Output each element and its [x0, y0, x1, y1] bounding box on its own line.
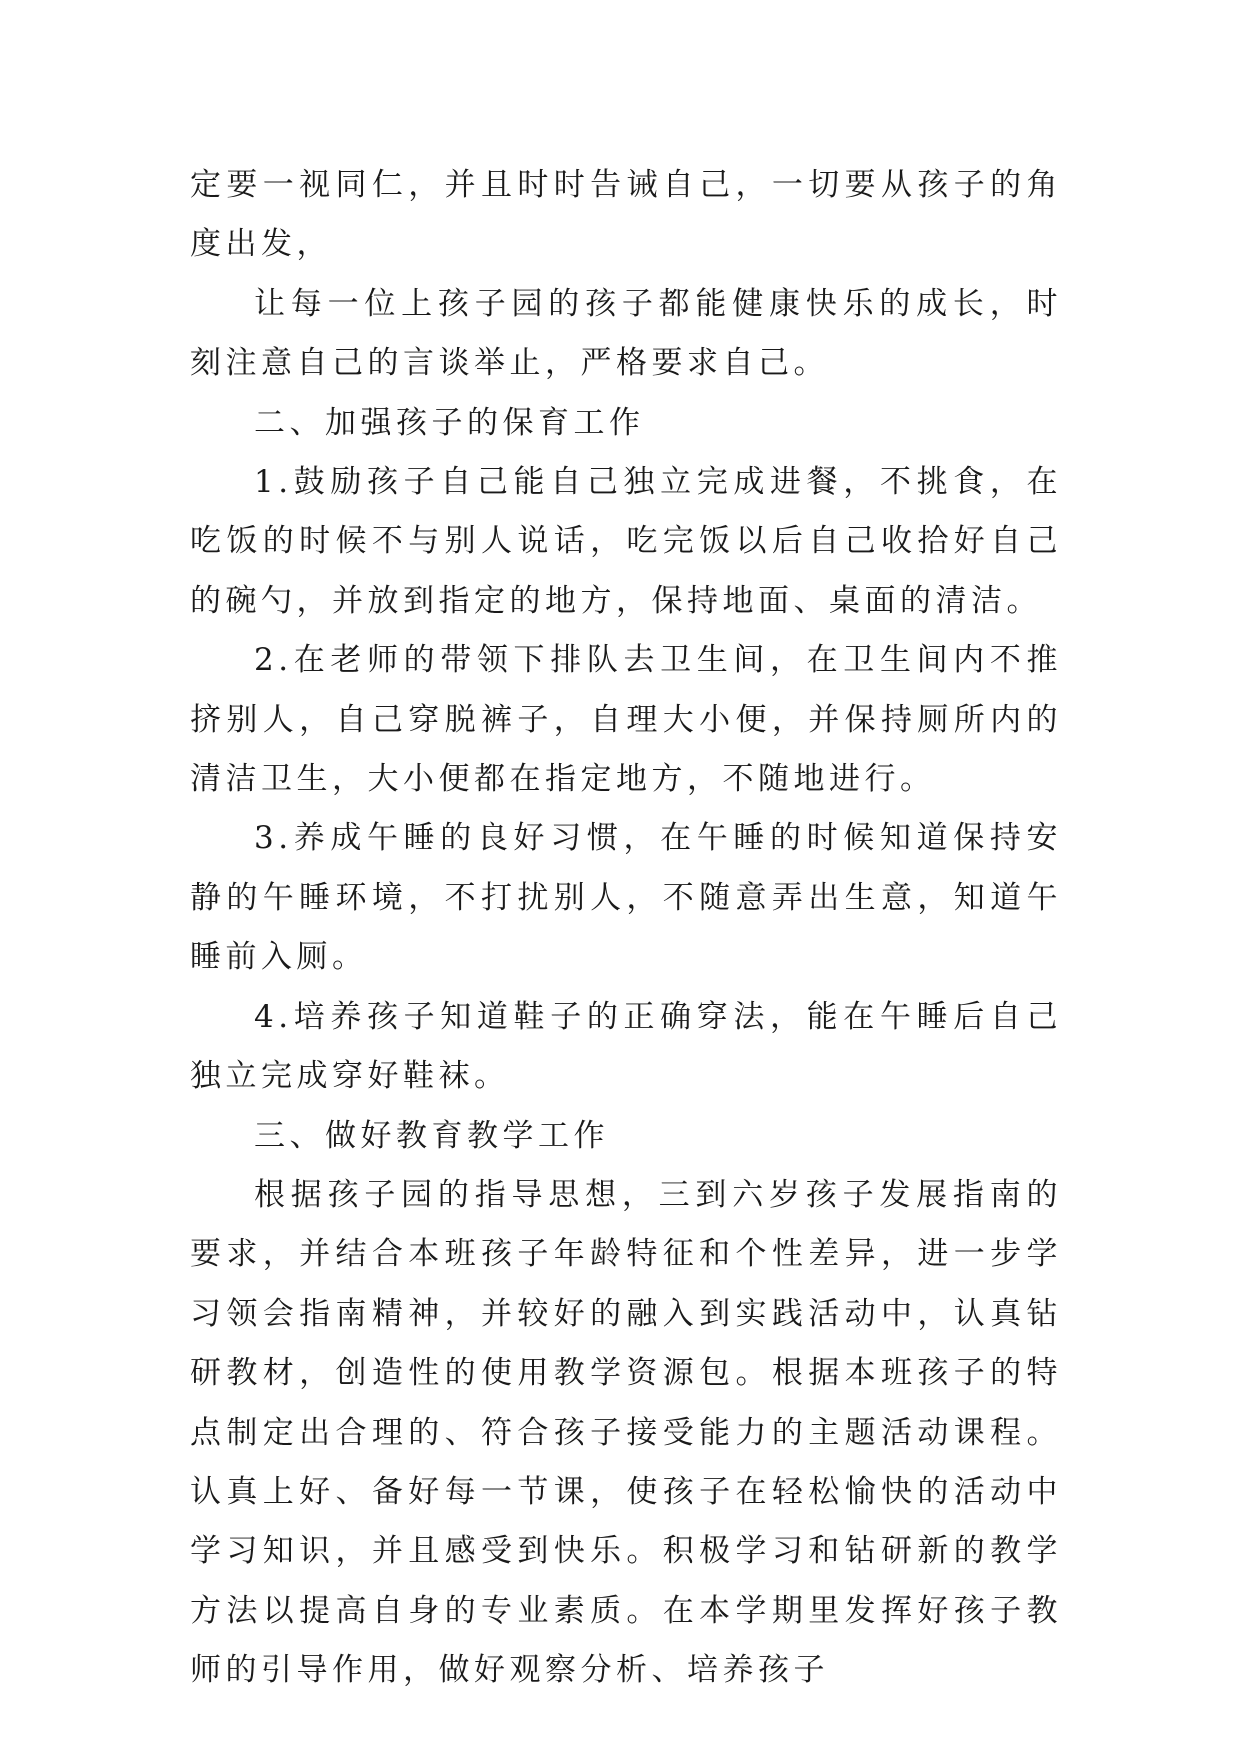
section-heading-3: 三、做好教育教学工作	[254, 1117, 609, 1154]
paragraph-teaching: 根据孩子园的指导思想，三到六岁孩子发展指南的要求，并结合本班孩子年龄特征和个性差异，进一步学习领会指南精神，并较好的融入到实践活动中，认真钻研教材，创造性的使用教学资源包。根据本班孩子的特点制定出合理的、符合孩子接受能力的主题活动课程。认真上好、备好每一节课，使孩子在轻松愉快的活动中学习知识，并且感受到快乐。积极学习和钻研新的教学方法以提高自身的专业素质。在本学期里发挥好孩子教师的引导作用，做好观察分析、培养孩子	[190, 1176, 1062, 1689]
list-item-4: 4.培养孩子知道鞋子的正确穿法，能在午睡后自己独立完成穿好鞋袜。	[190, 998, 1062, 1095]
document-body	[190, 156, 1062, 1701]
list-item-2: 2.在老师的带领下排队去卫生间，在卫生间内不推挤别人，自己穿脱裤子，自理大小便，并保持厕所内的清洁卫生，大小便都在指定地方，不随地进行。	[190, 642, 1062, 798]
list-item-1: 1.鼓励孩子自己能自己独立完成进餐，不挑食，在吃饭的时候不与别人说话，吃完饭以后自己收拾好自己的碗勺，并放到指定的地方，保持地面、桌面的清洁。	[190, 464, 1062, 619]
list-item-3: 3.养成午睡的良好习惯，在午睡的时候知道保持安静的午睡环境，不打扰别人，不随意弄出生意，知道午睡前入厕。	[190, 820, 1062, 976]
section-heading-2: 二、加强孩子的保育工作	[254, 404, 645, 441]
paragraph-1: 定要一视同仁，并且时时告诫自己，一切要从孩子的角度出发，	[190, 167, 1062, 263]
paragraph-2: 让每一位上孩子园的孩子都能健康快乐的成长，时刻注意自己的言谈举止，严格要求自己。	[190, 285, 1062, 382]
